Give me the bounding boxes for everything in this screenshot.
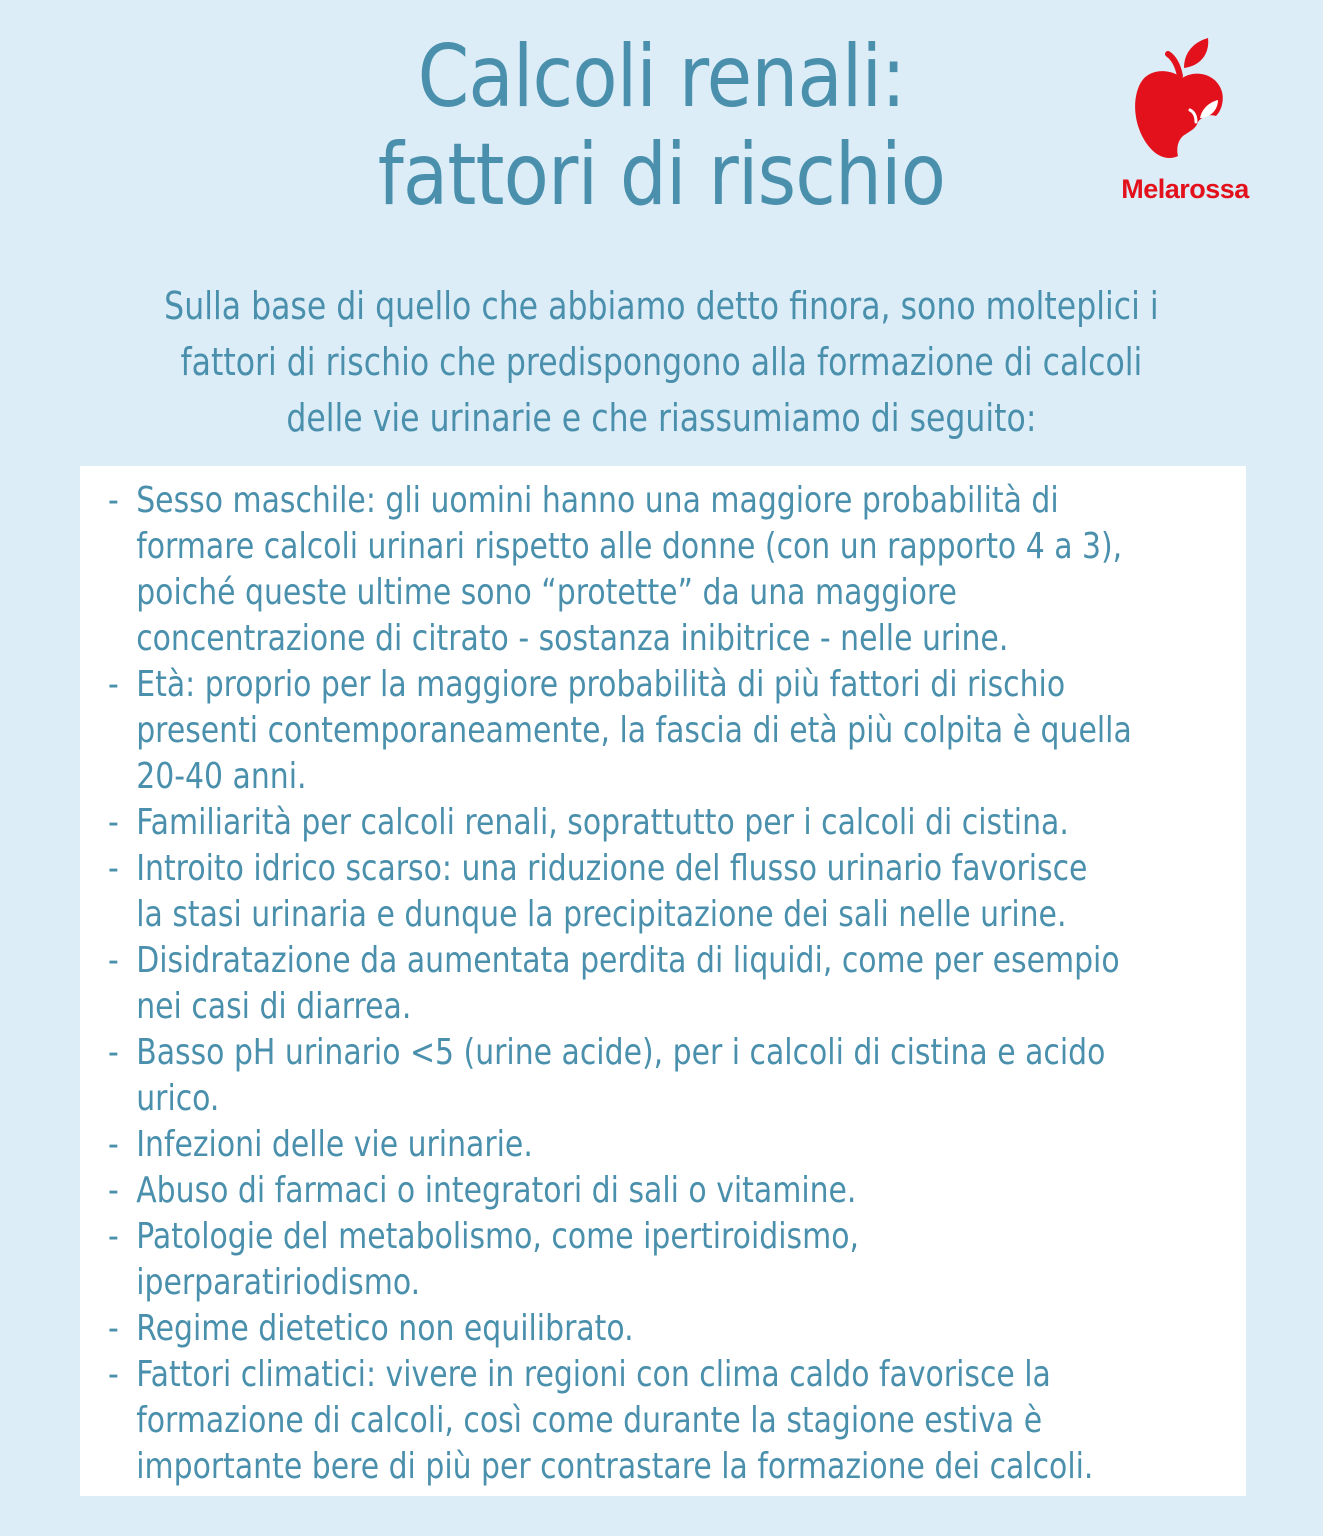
list-item [108, 1352, 1187, 1490]
brand-logo [1100, 38, 1270, 208]
intro-line: Sulla base di quello che abbiamo detto finora, sono molteplici i [164, 284, 1159, 328]
list-item-line: Basso pH urinario <5 (urine acide), per i calcoli di cistina e acido [136, 1032, 1106, 1073]
bullet-dash: - [108, 1032, 119, 1073]
list-item-line: Patologie del metabolismo, come ipertiroidismo, [136, 1216, 859, 1257]
list-item-line: Fattori climatici: vivere in regioni con clima caldo favorisce la [136, 1354, 1051, 1395]
list-item [108, 478, 1187, 662]
bullet-dash: - [108, 1308, 119, 1349]
list-item-line: iperparatiriodismo. [136, 1262, 421, 1303]
list-item-line: Abuso di farmaci o integratori di sali o vitamine. [136, 1170, 857, 1211]
brand-name: Melarossa [1121, 174, 1249, 204]
list-item [108, 938, 1187, 1030]
list-item [108, 1168, 1187, 1214]
list-item-line: formazione di calcoli, così come durante la stagione estiva è [136, 1400, 1043, 1441]
bullet-dash: - [108, 664, 119, 705]
intro-line: delle vie urinarie e che riassumiamo di seguito: [286, 396, 1037, 440]
list-item [108, 800, 1187, 846]
bullet-dash: - [108, 1354, 119, 1395]
bullet-dash: - [108, 802, 119, 843]
list-item [108, 1122, 1187, 1168]
list-item-line: Familiarità per calcoli renali, soprattutto per i calcoli di cistina. [136, 802, 1069, 843]
list-item [108, 1030, 1187, 1122]
bullet-dash: - [108, 1170, 119, 1211]
list-item-line: Infezioni delle vie urinarie. [136, 1124, 533, 1165]
list-item-line: poiché queste ultime sono “protette” da una maggiore [136, 572, 957, 613]
list-item-line: nei casi di diarrea. [136, 986, 412, 1027]
list-item [108, 846, 1187, 938]
list-item [108, 662, 1187, 800]
list-item [108, 1306, 1187, 1352]
list-item-line: la stasi urinaria e dunque la precipitazione dei sali nelle urine. [136, 894, 1067, 935]
list-item-line: Sesso maschile: gli uomini hanno una maggiore probabilità di [136, 480, 1059, 521]
list-item-line: concentrazione di citrato - sostanza inibitrice - nelle urine. [136, 618, 1009, 659]
bullet-dash: - [108, 480, 119, 521]
title-line-1: Calcoli renali: [417, 27, 906, 127]
list-item-line: formare calcoli urinari rispetto alle donne (con un rapporto 4 a 3), [136, 526, 1123, 567]
bullet-dash: - [108, 848, 119, 889]
list-item-line: urico. [136, 1078, 220, 1119]
list-item-line: Introito idrico scarso: una riduzione del flusso urinario favorisce [136, 848, 1088, 889]
list-item-line: Regime dietetico non equilibrato. [136, 1308, 634, 1349]
bullet-dash: - [108, 1124, 119, 1165]
list-item-line: Disidratazione da aumentata perdita di liquidi, come per esempio [136, 940, 1120, 981]
list-item-line: Età: proprio per la maggiore probabilità di più fattori di rischio [136, 664, 1066, 705]
intro-paragraph [162, 278, 1160, 446]
bullet-dash: - [108, 940, 119, 981]
apple-icon [1130, 38, 1240, 168]
page-title [93, 28, 1231, 224]
bullet-dash: - [108, 1216, 119, 1257]
intro-line: fattori di rischio che predispongono alla formazione di calcoli [180, 340, 1143, 384]
list-item-line: importante bere di più per contrastare la formazione dei calcoli. [136, 1446, 1094, 1487]
risk-factors-list [108, 478, 1187, 1490]
list-item [108, 1214, 1187, 1306]
title-line-2: fattori di rischio [377, 125, 946, 225]
list-item-line: presenti contemporaneamente, la fascia di età più colpita è quella [136, 710, 1132, 751]
list-item-line: 20-40 anni. [136, 756, 307, 797]
